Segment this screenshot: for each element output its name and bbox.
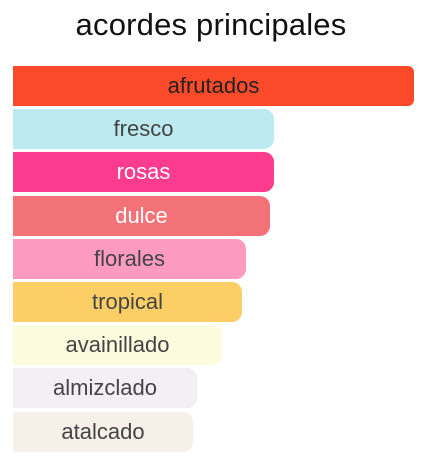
chart-title: acordes principales: [75, 7, 347, 42]
bar-label-atalcado: atalcado: [61, 419, 145, 444]
bar-label-fresco: fresco: [113, 116, 174, 141]
bar-label-afrutados: afrutados: [167, 73, 260, 98]
bar-label-rosas: rosas: [116, 159, 171, 184]
bar-label-tropical: tropical: [92, 289, 163, 314]
bar-label-almizclado: almizclado: [53, 375, 157, 400]
bar-label-avainillado: avainillado: [65, 332, 170, 357]
bar-label-florales: florales: [94, 246, 165, 271]
bar-label-dulce: dulce: [115, 203, 168, 228]
